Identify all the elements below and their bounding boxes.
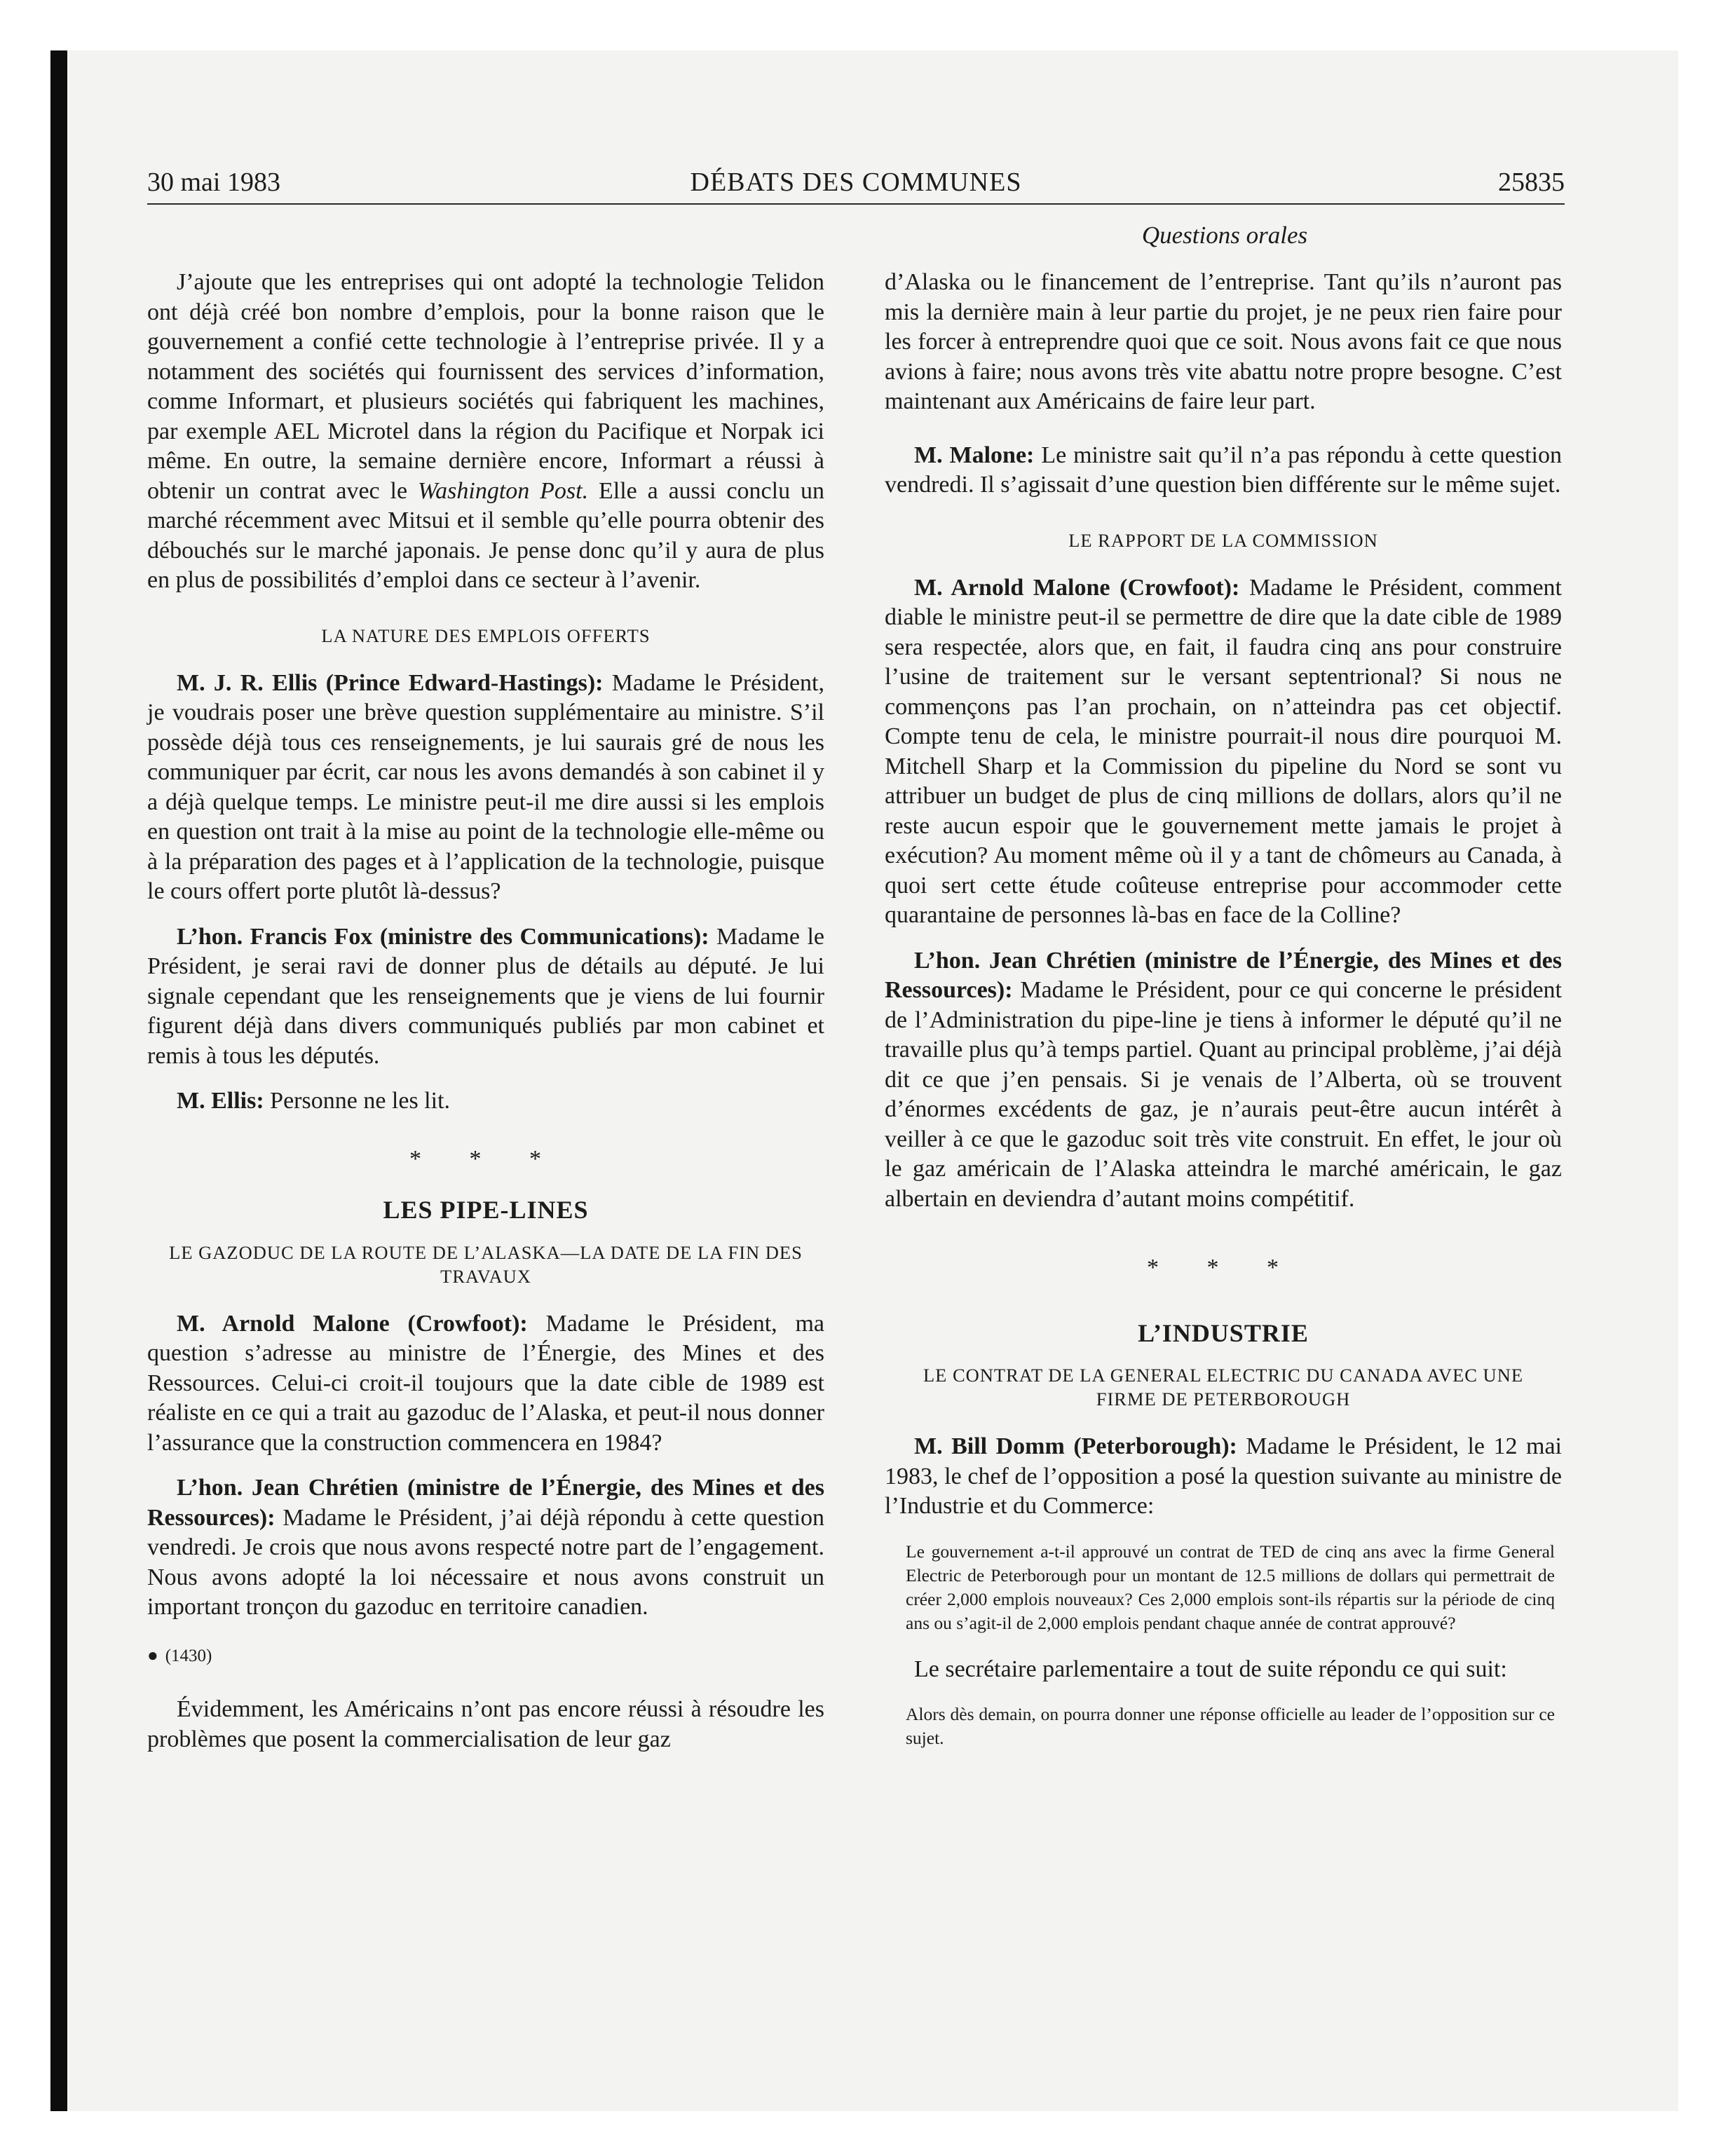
paragraph-text: Madame le Président, je serai ravi de donner plus de détails au député. Je lui signale cependant que les renseignements que je viens de lui fournir figurent déjà dans divers communiqués publiés par mon cabinet et remis à tous les députés. [147,923,824,1069]
paragraph [147,922,824,1072]
subheading: LE RAPPORT DE LA COMMISSION [1068,529,1378,551]
paragraph [147,1695,824,1754]
right-column [885,268,1562,1770]
subheading: LA NATURE DES EMPLOIS OFFERTS [321,625,651,646]
block-quote: Le gouvernement a-t-il approuvé un contrat de TED de cinq ans avec la firme General Electric de Peterborough pour un montant de 12.5 millions de dollars qui permettrait de créer 2,000 emplois nouveaux? Ces 2,000 emplois sont-ils répartis sur la période de cinq ans ou s’agit-il de 2,000 emplois pendant chaque année de contrat approuvé? [906,1541,1555,1633]
speaker-name: M. Arnold Malone (Crowfoot): [177,1310,528,1337]
section-heading: L’INDUSTRIE [1138,1318,1309,1347]
header-title: DÉBATS DES COMMUNES [690,168,1022,197]
binding-edge [50,50,67,2111]
running-head: Questions orales [1141,221,1308,249]
paragraph [147,1473,824,1623]
paragraph [147,669,824,907]
paragraph [147,1086,824,1117]
speaker-name: M. Arnold Malone (Crowfoot): [914,574,1240,601]
paragraph [885,1432,1562,1522]
paragraph-text: Évidemment, les Américains n’ont pas encore réussi à résoudre les problèmes que posent la commercialisation de leur gaz [147,1696,824,1752]
paragraph-text: Le secrétaire parlementaire a tout de suite répondu ce qui suit: [914,1656,1507,1682]
paragraph [885,268,1562,417]
paragraph [885,441,1562,500]
section-heading: LES PIPE-LINES [383,1196,589,1224]
paragraph-text: Elle a aussi conclu un marché récemment avec Mitsui et il semble qu’elle pourra obtenir des débouchés sur le marché japonais. Je pense donc qu’il y aura de plus en plus de possibilités d’emploi dans ce secteur à l’avenir. [147,477,824,593]
subheading: LE CONTRAT DE LA GENERAL ELECTRIC DU CANADA AVEC UNE FIRME DE PETERBOROUGH [923,1365,1524,1410]
paragraph [885,946,1562,1215]
speaker-name: L’hon. Jean Chrétien (ministre de l’Énergie, des Mines et des Ressources): [885,947,1562,1003]
speaker-name: M. J. R. Ellis (Prince Edward-Hastings): [177,669,604,696]
paragraph [147,268,824,596]
bullet-icon: ● [147,1644,158,1665]
speaker-name: M. Ellis: [177,1088,264,1114]
speaker-name: M. Bill Domm (Peterborough): [914,1433,1237,1459]
header-rule [147,203,1565,205]
paragraph-text: Madame le Président, comment diable le ministre peut-il se permettre de dire que la date cible de 1989 sera respectée, alors que, en fait, il faudra cinq ans pour construire l’usine de traitement sur le versant septentrional? Si nous ne commençons pas l’an prochain, on n’atteindra pas cet objectif. Compte tenu de cela, le ministre pourrait-il nous dire pourquoi M. Mitchell Sharp et la Commission du pipeline du Nord se sont vu attribuer un budget de plus de cinq millions de dollars, alors qu’il ne reste aucun espoir que le gouvernement mette jamais le projet à exécution? Au moment même où il y a tant de chômeurs au Canada, à quoi sert cette étude coûteuse entreprise pour accommoder cette quarantaine de personnes là-bas en face de la Colline? [885,574,1562,928]
section-separator: * * * [1147,1255,1300,1281]
paragraph [885,1655,1562,1685]
left-column [147,268,824,1754]
page-number: 25835 [1498,168,1565,197]
page-header [147,167,1565,206]
paragraph-text: d’Alaska ou le financement de l’entreprise. Tant qu’ils n’auront pas mis la dernière main à leur partie du projet, je ne peux rien faire pour les forcer à entreprendre quoi que ce soit. Nous avons fait ce que nous avions à faire; nous avons très vite abattu notre propre besogne. C’est maintenant aux Américains de faire leur part. [885,269,1562,414]
paragraph-text: Madame le Président, pour ce qui concerne le président de l’Administration du pipe-line je tiens à informer le député qu’il ne travaille plus qu’à temps partiel. Quant au principal problème, j’ai déjà dit ce que j’en pensais. Si je venais de l’Alberta, où se trouvent d’énormes excédents de gaz, je n’aurais peut-être aucun intérêt à veiller à ce que le gazoduc soit très vite construit. En effet, le jour où le gaz américain de l’Alaska atteindra le marché américain, le gaz albertain en deviendra d’autant moins compétitif. [885,977,1562,1212]
header-date: 30 mai 1983 [147,168,280,197]
paragraph-text: Personne ne les lit. [264,1088,451,1114]
timestamp [147,1641,824,1672]
paragraph [147,1309,824,1459]
section-separator: * * * [409,1145,562,1172]
paragraph-text: J’ajoute que les entreprises qui ont adopté la technologie Telidon ont déjà créé bon nombre d’emplois, pour la bonne raison que le gouvernement a confié cette technologie à l’entreprise privée. Il y a notamment des sociétés qui fournissent des services d’information, comme Informart, et plusieurs sociétés qui fabriquent les machines, par exemple AEL Microtel dans la région du Pacifique et Norpak ici même. En outre, la semaine dernière encore, Informart a réussi à obtenir un contrat avec le [147,269,824,504]
paragraph-text: Madame le Président, j’ai déjà répondu à cette question vendredi. Je crois que nous avons respecté notre part de l’engagement. Nous avons adopté la loi nécessaire et nous avons construit un important tronçon du gazoduc en territoire canadien. [147,1504,824,1620]
paragraph-text: Madame le Président, je voudrais poser une brève question supplémentaire au ministre. S’il possède déjà tous ces renseignements, je lui saurais gré de nous les communiquer par écrit, car nous les avons demandés à son cabinet il y a déjà quelque temps. Le ministre peut-il me dire aussi si les emplois en question ont trait à la mise au point de la technologie elle-même ou à la préparation des pages et à l’application de la technologie, puisque le cours offert porte plutôt là-dessus? [147,669,824,904]
newspaper-title: Washington Post. [417,477,589,504]
timestamp-text: (1430) [165,1646,212,1665]
paragraph-text: Madame le Président, ma question s’adresse au ministre de l’Énergie, des Mines et des Ressources. Celui-ci croit-il toujours que la date cible de 1989 est réaliste en ce qui a trait au gazoduc de l’Alaska, et peut-il nous donner l’assurance que la construction commencera en 1984? [147,1310,824,1456]
paragraph-text: Madame le Président, le 12 mai 1983, le chef de l’opposition a posé la question suivante au ministre de l’Industrie et du Commerce: [885,1433,1563,1519]
speaker-name: L’hon. Francis Fox (ministre des Communications): [177,923,709,950]
subheading: LE GAZODUC DE LA ROUTE DE L’ALASKA—LA DATE DE LA FIN DES TRAVAUX [169,1241,803,1287]
speaker-name: M. Malone: [914,442,1035,468]
paragraph-text: Le ministre sait qu’il n’a pas répondu à cette question vendredi. Il s’agissait d’une question bien différente sur le même sujet. [885,442,1563,498]
paragraph [885,573,1562,931]
speaker-name: L’hon. Jean Chrétien (ministre de l’Énergie, des Mines et des Ressources): [147,1475,824,1531]
block-quote: Alors dès demain, on pourra donner une réponse officielle au leader de l’opposition sur ce sujet. [906,1704,1555,1748]
